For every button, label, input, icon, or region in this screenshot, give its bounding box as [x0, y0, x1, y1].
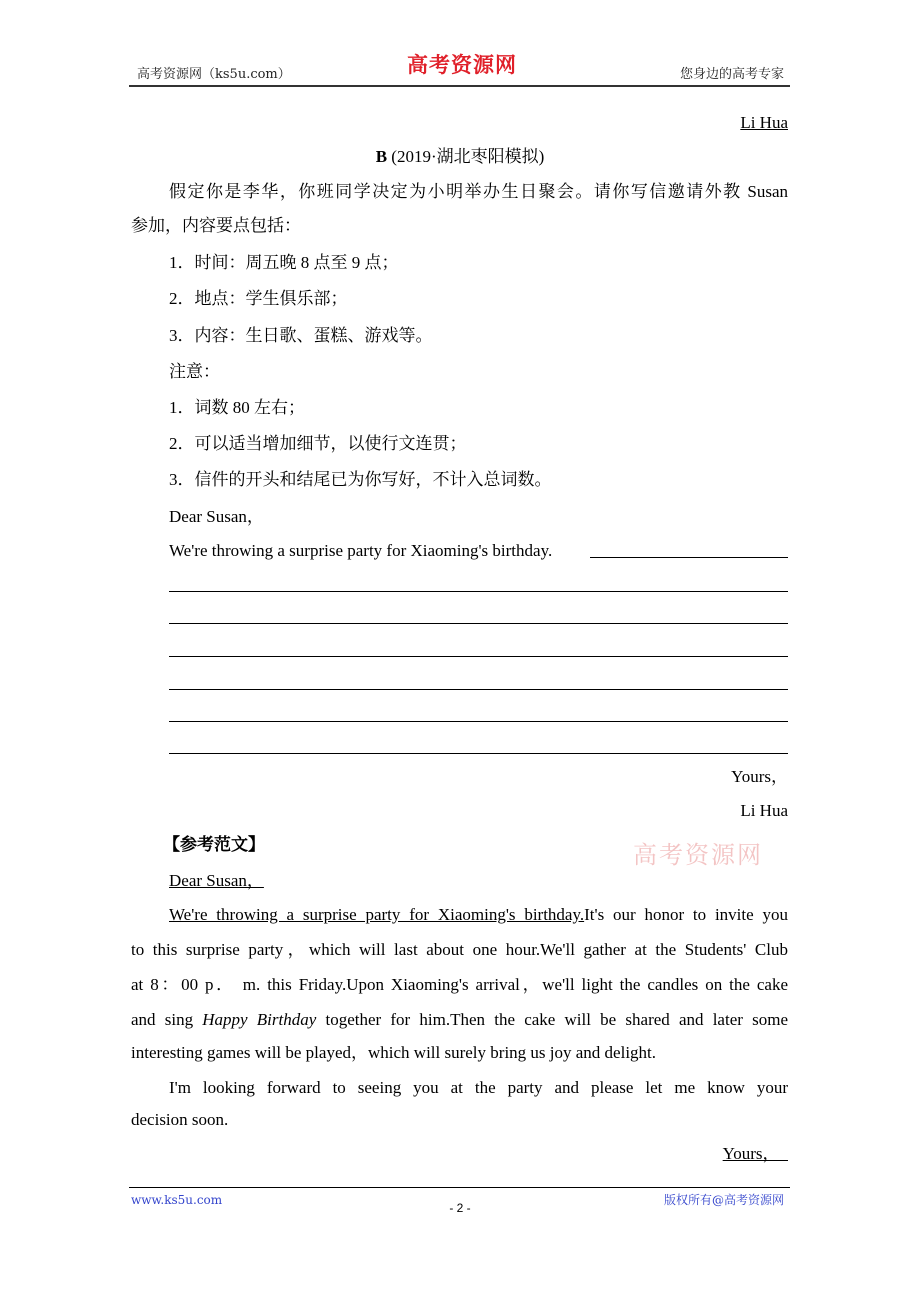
task-line: 2．地点：学生俱乐部；: [169, 289, 348, 308]
task-line: 1．词数 80 左右；: [169, 398, 305, 417]
letter-signature: Li Hua: [740, 801, 788, 820]
answer-blank[interactable]: [169, 623, 788, 624]
header-left: 高考资源网（ks5u.com）: [137, 67, 291, 82]
header-logo: 高考资源网: [407, 52, 517, 77]
watermark: 高考资源网: [633, 841, 763, 869]
sample-line: interesting games will be played，which will surely bring us joy and delight.: [131, 1043, 657, 1062]
header-right: 您身边的高考专家: [679, 67, 784, 82]
answer-blank[interactable]: [169, 689, 788, 690]
letter-closing: Yours，: [731, 767, 788, 786]
sample-line: We're throwing a surprise party for Xiaoming's birthday.It's our honor to invite you: [169, 905, 788, 924]
sample-line: and sing Happy Birthday together for him.Then the cake will be shared and later some: [131, 1010, 788, 1029]
task-line: 1．时间：周五晚 8 点至 9 点；: [169, 253, 399, 272]
task-line: 参加，内容要点包括：: [131, 216, 301, 235]
sample-greeting: Dear Susan，: [169, 871, 264, 890]
answer-blank[interactable]: [169, 721, 788, 722]
sample-closing: Yours，: [722, 1144, 780, 1163]
sample-heading: 【参考范文】: [163, 835, 265, 854]
task-line: 假定你是李华，你班同学决定为小明举办生日聚会。请你写信邀请外教 Susan: [169, 182, 788, 201]
task-line: 3．信件的开头和结尾已为你写好，不计入总词数。: [169, 470, 552, 489]
section-source: (2019·湖北枣阳模拟): [391, 147, 545, 166]
answer-blank[interactable]: [169, 656, 788, 657]
task-line: 2．可以适当增加细节，以使行文连贯；: [169, 434, 467, 453]
answer-blank[interactable]: [590, 557, 788, 558]
answer-blank[interactable]: [169, 753, 788, 754]
sample-line: at 8：00 p． m. this Friday.Upon Xiaoming's arrival，we'll light the candles on the cake: [131, 975, 788, 994]
letter-first-line: We're throwing a surprise party for Xiaoming's birthday.: [169, 541, 553, 560]
footer-link[interactable]: www.ks5u.com: [131, 1193, 223, 1207]
page-number: - 2 -: [449, 1201, 471, 1215]
footer-right: 版权所有@高考资源网: [663, 1193, 784, 1207]
answer-blank[interactable]: [169, 591, 788, 592]
prev-signature: Li Hua: [740, 113, 788, 132]
section-label: B: [375, 147, 388, 166]
sample-line: to this surprise party，which will last about one hour.We'll gather at the Students' Club: [131, 940, 788, 959]
footer-rule: [129, 1187, 790, 1188]
task-line: 3．内容：生日歌、蛋糕、游戏等。: [169, 326, 433, 345]
task-line: 注意：: [169, 362, 220, 381]
header-rule: [129, 85, 790, 87]
letter-greeting: Dear Susan，: [169, 507, 264, 526]
sample-line: decision soon.: [131, 1110, 229, 1129]
sample-line: I'm looking forward to seeing you at the party and please let me know your: [169, 1078, 788, 1097]
section-title: [0, 147, 920, 167]
